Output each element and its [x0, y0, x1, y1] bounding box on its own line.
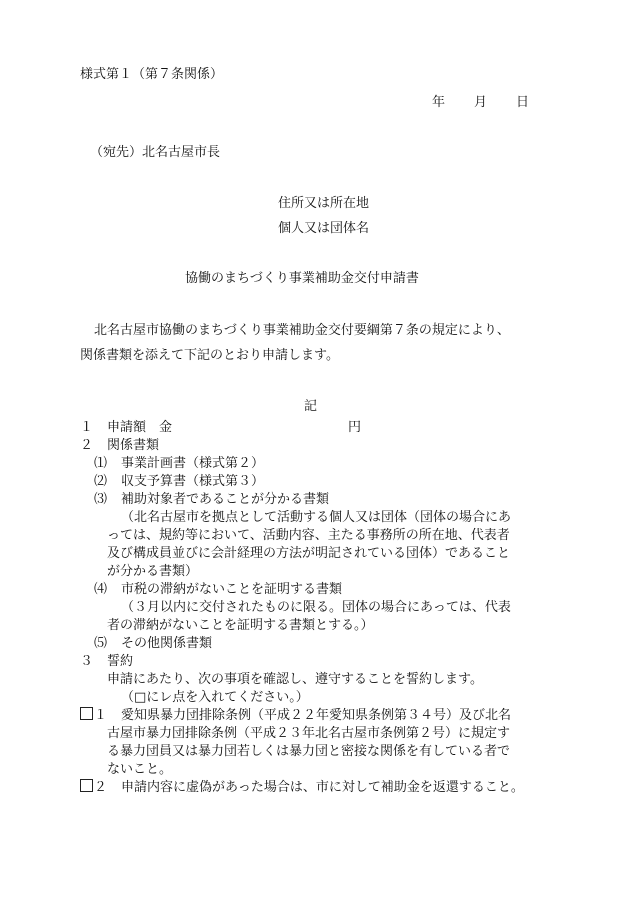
date-year-label: 年 — [432, 95, 446, 110]
ki-heading: 記 — [304, 399, 318, 414]
pledge-1-line: 愛知県暴力団排除条例（平成２２年愛知県条例第３４号）及び北名 — [121, 708, 512, 723]
doc-3-note-line: 及び構成員並びに会計経理の方法が明記されている団体）であること — [107, 546, 511, 561]
checkbox-icon[interactable] — [80, 779, 93, 792]
item-amount-number: １ — [80, 420, 94, 435]
item-amount-unit: 円 — [348, 420, 362, 435]
item-docs-label: 関係書類 — [107, 438, 160, 453]
pledge-2-line: 申請内容に虚偽があった場合は、市に対して補助金を返還すること。 — [121, 780, 524, 795]
pledge-1-line: る暴力団員又は暴力団若しくは暴力団と密接な関係を有している者で — [107, 744, 511, 759]
doc-4-text: 市税の滞納がないことを証明する書類 — [121, 582, 343, 597]
intro-line-2: 関係書類を添えて下記のとおり申請します。 — [80, 348, 339, 363]
doc-1-number: ⑴ — [94, 456, 108, 471]
doc-4-note-line: （３月以内に交付されたものに限る。団体の場合にあっては、代表 — [121, 600, 511, 615]
checkbox-icon[interactable] — [80, 707, 93, 720]
doc-5-text: その他関係書類 — [121, 636, 213, 651]
date-day-label: 日 — [516, 95, 530, 110]
pledge-2-number: ２ — [94, 780, 108, 795]
addressee: （宛先）北名古屋市長 — [90, 145, 221, 160]
pledge-1-number: １ — [94, 708, 108, 723]
doc-4-note-line: 者の滞納がないことを証明する書類とする。） — [107, 618, 374, 633]
doc-3-note-line: が分かる書類） — [107, 564, 199, 579]
doc-3-text: 補助対象者であることが分かる書類 — [121, 492, 330, 507]
intro-line-1: 北名古屋市協働のまちづくり事業補助金交付要綱第７条の規定により、 — [94, 323, 510, 338]
document-title: 協働のまちづくり事業補助金交付申請書 — [185, 271, 419, 286]
item-pledge-number: ３ — [80, 654, 94, 669]
item-pledge-label: 誓約 — [107, 654, 134, 669]
pledge-1-line: ないこと。 — [107, 762, 173, 777]
doc-2-text: 収支予算書（様式第３） — [121, 474, 265, 489]
item-amount-label: 申請額 金 — [107, 420, 173, 435]
pledge-statement: 申請にあたり、次の事項を確認し、遵守することを誓約します。 — [107, 672, 483, 687]
doc-4-number: ⑷ — [94, 582, 108, 597]
pledge-checkbox-1[interactable] — [80, 707, 94, 725]
doc-3-number: ⑶ — [94, 492, 108, 507]
form-number: 様式第１（第７条関係） — [80, 67, 224, 82]
address-label: 住所又は所在地 — [278, 196, 370, 211]
pledge-instruction: （□にレ点を入れてください。） — [121, 690, 309, 705]
pledge-1-line: 古屋市暴力団排除条例（平成２３年北名古屋市条例第２号）に規定す — [107, 726, 511, 741]
doc-3-note-line: っては、規約等において、活動内容、主たる事務所の所在地、代表者 — [107, 528, 510, 543]
doc-3-note-line: （北名古屋市を拠点として活動する個人又は団体（団体の場合にあ — [121, 510, 512, 525]
pledge-checkbox-2[interactable] — [80, 779, 94, 797]
doc-5-number: ⑸ — [94, 636, 108, 651]
item-docs-number: ２ — [80, 438, 94, 453]
doc-2-number: ⑵ — [94, 474, 108, 489]
doc-1-text: 事業計画書（様式第２） — [121, 456, 265, 471]
applicant-name-label: 個人又は団体名 — [278, 221, 370, 236]
date-month-label: 月 — [474, 95, 488, 110]
